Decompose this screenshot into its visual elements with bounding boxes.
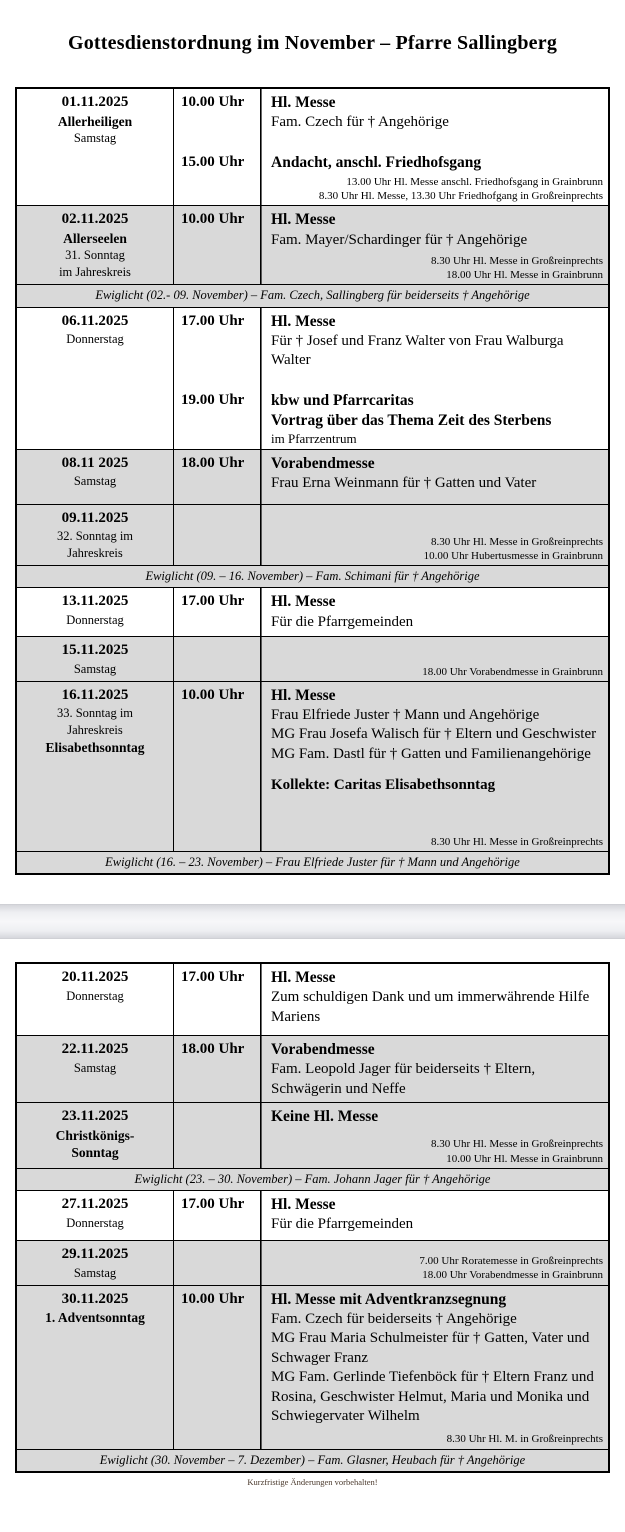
ewiglicht-row: Ewiglicht (30. November – 7. Dezember) – Fam. Glasner, Heubach für † Angehörige: [17, 1449, 608, 1471]
time-description-area: [174, 1103, 608, 1168]
date-line: 15.11.2025: [61, 642, 129, 659]
service-entry: [174, 1191, 608, 1236]
service-entry: [174, 1036, 608, 1100]
date-line: 09.11.2025: [61, 509, 129, 526]
time-description-area: [174, 505, 608, 565]
note-line: 8.30 Uhr Hl. Messe in Großreinprechts: [431, 535, 603, 548]
date-line: Christkönigs-: [55, 1127, 135, 1143]
other-parishes-notes: [260, 253, 608, 285]
description-cell: [260, 1286, 608, 1428]
note-line: 8.30 Uhr Hl. M. in Großreinprechts: [446, 1433, 603, 1446]
description-line: Hl. Messe mit Adventkranzsegnung: [271, 1290, 507, 1308]
other-parishes-notes-row: [174, 253, 608, 285]
notes-time-spacer: [174, 174, 260, 206]
service-row: [17, 587, 608, 636]
description-line: Hl. Messe: [271, 312, 336, 330]
service-entry: [174, 1103, 608, 1128]
other-parishes-notes: [260, 1253, 608, 1285]
description-cell: [260, 588, 608, 633]
date-cell: [17, 682, 174, 851]
time-description-area: [174, 450, 608, 504]
other-parishes-notes-row: [174, 174, 608, 206]
time-description-area: [174, 1036, 608, 1102]
description-line: MG Fam. Gerlinde Tiefenböck für † Eltern Franz und Rosina, Geschwister Helmut, Maria und Monika und Schwiegervater Wilhelm: [271, 1369, 594, 1425]
time-description-area: [174, 1191, 608, 1240]
date-line: Jahreskreis: [67, 723, 123, 738]
description-line: Vortrag über das Thema Zeit des Sterbens: [271, 411, 552, 429]
date-line: Samstag: [73, 1265, 117, 1280]
service-row: [17, 964, 608, 1035]
other-parishes-notes-row: [174, 1253, 608, 1285]
footer-note: Kurzfristige Änderungen vorbehalten!: [247, 1476, 378, 1487]
date-line: 31. Sonntag: [65, 248, 125, 263]
notes-time-spacer: [174, 1253, 260, 1285]
note-line: 7.00 Uhr Roratemesse in Großreinprechts: [419, 1255, 603, 1268]
time-cell: 10.00 Uhr: [181, 1290, 245, 1307]
page-separator-band: [0, 904, 625, 939]
description-cell: [260, 89, 608, 134]
description-cell: [260, 206, 608, 251]
other-parishes-notes: [260, 1431, 608, 1448]
time-cell: 19.00 Uhr: [181, 391, 245, 408]
service-entry: [174, 149, 608, 174]
document-page: [0, 32, 625, 1532]
description-cell: [260, 149, 608, 174]
date-line: Samstag: [73, 474, 117, 489]
other-parishes-notes-row: [174, 1136, 608, 1168]
note-line: 8.30 Uhr Hl. Messe in Großreinprechts: [431, 1138, 603, 1151]
service-entry: [174, 89, 608, 134]
other-parishes-notes-row: [174, 664, 608, 681]
description-line: Fam. Czech für beiderseits † Angehörige: [271, 1310, 517, 1327]
description-line: MG Frau Josefa Walisch für † Eltern und Geschwister: [271, 726, 597, 743]
notes-time-spacer: [174, 1136, 260, 1168]
other-parishes-notes: [260, 174, 608, 206]
description-line: kbw und Pfarrcaritas: [271, 391, 414, 409]
date-cell: [17, 89, 174, 205]
date-line: Allerheiligen: [57, 113, 133, 129]
note-line: 8.30 Uhr Hl. Messe, 13.30 Uhr Friedhofgang in Großreinprechts: [318, 190, 603, 203]
date-line: 27.11.2025: [61, 1196, 129, 1213]
notes-time-spacer: [174, 253, 260, 285]
service-row: [17, 1035, 608, 1102]
date-cell: [17, 450, 174, 504]
other-parishes-notes-row: [174, 534, 608, 566]
schedule-table-november-second-half: [15, 962, 610, 1473]
date-line: Donnerstag: [66, 1215, 124, 1230]
date-cell: [17, 1286, 174, 1449]
note-line: 18.00 Uhr Vorabendmesse in Grainbrunn: [422, 1269, 603, 1282]
notes-time-spacer: [174, 834, 260, 851]
service-row: [17, 504, 608, 565]
date-line: 29.11.2025: [61, 1246, 129, 1263]
service-row: [17, 1190, 608, 1240]
date-line: Donnerstag: [66, 332, 124, 347]
ewiglicht-row: Ewiglicht (23. – 30. November) – Fam. Johann Jager für † Angehörige: [17, 1168, 608, 1190]
description-cell: [260, 387, 608, 449]
description-line: Für die Pfarrgemeinden: [271, 613, 414, 630]
description-line: Für die Pfarrgemeinden: [271, 1216, 414, 1233]
description-line: Frau Erna Weinmann für † Gatten und Vater: [271, 475, 537, 492]
date-line: Allerseelen: [63, 230, 127, 246]
date-line: 02.11.2025: [61, 211, 129, 228]
service-row: [17, 307, 608, 449]
description-line: Kollekte: Caritas Elisabethsonntag: [271, 777, 496, 794]
date-cell: [17, 1241, 174, 1284]
service-row: [17, 1102, 608, 1168]
description-cell: [260, 308, 608, 372]
date-cell: [17, 1191, 174, 1240]
time-description-area: [174, 308, 608, 449]
description-line: Keine Hl. Messe: [271, 1108, 379, 1126]
description-line: Fam. Mayer/Schardinger für † Angehörige: [271, 231, 528, 248]
date-line: Sonntag: [71, 1145, 119, 1161]
notes-time-spacer: [174, 1431, 260, 1448]
note-line: 8.30 Uhr Hl. Messe in Großreinprechts: [431, 254, 603, 267]
time-description-area: [174, 682, 608, 851]
description-line: Fam. Leopold Jager für beiderseits † Eltern, Schwägerin und Neffe: [271, 1061, 536, 1097]
date-line: 30.11.2025: [61, 1290, 129, 1307]
ewiglicht-row: Ewiglicht (02.- 09. November) – Fam. Czech, Sallingberg für beiderseits † Angehörige: [17, 284, 608, 306]
service-entry: [174, 682, 608, 797]
schedule-table-november-first-half: [15, 87, 610, 875]
time-description-area: [174, 964, 608, 1035]
service-entry: [174, 450, 608, 495]
time-cell: 15.00 Uhr: [181, 153, 245, 170]
date-cell: [17, 1036, 174, 1102]
time-cell: 10.00 Uhr: [181, 94, 245, 110]
time-description-area: [174, 89, 608, 205]
description-line: MG Frau Maria Schulmeister für † Gatten, Vater und Schwager Franz: [271, 1330, 590, 1366]
description-line: Hl. Messe: [271, 94, 336, 111]
date-line: 06.11.2025: [61, 312, 129, 329]
time-cell: 18.00 Uhr: [181, 1041, 245, 1058]
service-entry: [174, 588, 608, 633]
service-row: [17, 1240, 608, 1284]
date-line: 32. Sonntag im: [56, 529, 134, 544]
ewiglicht-row: Ewiglicht (16. – 23. November) – Frau Elfriede Juster für † Mann und Angehörige: [17, 851, 608, 873]
time-description-area: [174, 588, 608, 636]
other-parishes-notes: [260, 1136, 608, 1168]
date-line: Samstag: [73, 661, 117, 676]
time-cell: 17.00 Uhr: [181, 593, 245, 610]
description-cell: [260, 1103, 608, 1128]
date-line: 13.11.2025: [61, 593, 129, 610]
date-line: Elisabethsonntag: [45, 740, 145, 756]
date-cell: [17, 1103, 174, 1168]
date-cell: [17, 505, 174, 565]
date-cell: [17, 637, 174, 680]
date-line: 1. Adventsonntag: [45, 1310, 145, 1326]
other-parishes-notes-row: [174, 1431, 608, 1448]
note-line: 18.00 Uhr Hl. Messe in Grainbrunn: [446, 269, 603, 282]
service-entry: [174, 308, 608, 372]
service-row: [17, 89, 608, 205]
date-line: 08.11 2025: [61, 454, 129, 471]
note-line: 10.00 Uhr Hubertusmesse in Grainbrunn: [423, 549, 603, 562]
description-cell: [260, 964, 608, 1028]
service-entry: [174, 206, 608, 251]
service-entry: [174, 964, 608, 1028]
date-line: Samstag: [73, 131, 117, 146]
description-line: Für † Josef und Franz Walter von Frau Walburga Walter: [271, 332, 564, 369]
service-row: [17, 205, 608, 284]
description-cell: [260, 1036, 608, 1100]
description-line: Zum schuldigen Dank und um immerwährende Hilfe Mariens: [271, 989, 590, 1025]
service-row: [17, 1285, 608, 1449]
description-line: Andacht, anschl. Friedhofsgang: [271, 153, 482, 171]
time-description-area: [174, 206, 608, 284]
description-line: Hl. Messe: [271, 211, 336, 229]
date-cell: [17, 206, 174, 284]
date-line: 16.11.2025: [61, 686, 129, 703]
description-cell: [260, 682, 608, 797]
ewiglicht-row: Ewiglicht (09. – 16. November) – Fam. Schimani für † Angehörige: [17, 565, 608, 587]
description-cell: [260, 450, 608, 495]
date-line: 33. Sonntag im: [56, 706, 134, 721]
service-entry: [174, 1286, 608, 1428]
time-cell: 17.00 Uhr: [181, 969, 245, 986]
time-description-area: [174, 637, 608, 680]
time-cell: [174, 1103, 260, 1128]
date-line: 20.11.2025: [61, 969, 129, 986]
description-line: Hl. Messe: [271, 1196, 336, 1214]
description-line: Fam. Czech für † Angehörige: [271, 114, 449, 131]
service-row: [17, 681, 608, 851]
date-line: Donnerstag: [66, 612, 124, 627]
other-parishes-notes: [260, 664, 608, 681]
time-description-area: [174, 1286, 608, 1449]
time-cell: 17.00 Uhr: [181, 312, 245, 329]
service-row: [17, 636, 608, 680]
time-cell: 18.00 Uhr: [181, 454, 245, 471]
description-line: im Pfarrzentrum: [271, 431, 357, 447]
note-line: 10.00 Uhr Hl. Messe in Grainbrunn: [446, 1152, 603, 1165]
description-line: Hl. Messe: [271, 593, 336, 611]
description-line: MG Fam. Dastl für † Gatten und Familienangehörige: [271, 745, 591, 762]
date-line: im Jahreskreis: [59, 265, 131, 280]
note-line: 18.00 Uhr Vorabendmesse in Grainbrunn: [422, 665, 603, 678]
date-cell: [17, 964, 174, 1035]
date-line: Donnerstag: [66, 988, 124, 1003]
note-line: 13.00 Uhr Hl. Messe anschl. Friedhofsgang in Grainbrunn: [346, 175, 603, 188]
description-line: Hl. Messe: [271, 969, 336, 987]
description-line: Vorabendmesse: [271, 454, 375, 472]
time-cell: 17.00 Uhr: [181, 1196, 245, 1213]
date-line: Jahreskreis: [67, 546, 123, 561]
description-line: Vorabendmesse: [271, 1041, 375, 1059]
time-cell: 10.00 Uhr: [181, 211, 245, 228]
page-title: Gottesdienstordnung im November – Pfarre Sallingberg: [67, 32, 558, 54]
notes-time-spacer: [174, 534, 260, 566]
service-entry: [174, 387, 608, 449]
date-line: Samstag: [73, 1060, 117, 1075]
note-line: 8.30 Uhr Hl. Messe in Großreinprechts: [431, 835, 603, 848]
date-line: 01.11.2025: [61, 94, 129, 110]
notes-time-spacer: [174, 664, 260, 681]
service-row: [17, 449, 608, 504]
date-line: 23.11.2025: [61, 1108, 129, 1125]
description-cell: [260, 1191, 608, 1236]
other-parishes-notes-row: [174, 834, 608, 851]
description-line: Frau Elfriede Juster † Mann und Angehörige: [271, 706, 540, 723]
description-line: Hl. Messe: [271, 686, 336, 704]
other-parishes-notes: [260, 834, 608, 851]
other-parishes-notes: [260, 534, 608, 566]
time-description-area: [174, 1241, 608, 1284]
date-line: 22.11.2025: [61, 1041, 129, 1058]
time-cell: 10.00 Uhr: [181, 686, 245, 703]
date-cell: [17, 308, 174, 449]
date-cell: [17, 588, 174, 636]
